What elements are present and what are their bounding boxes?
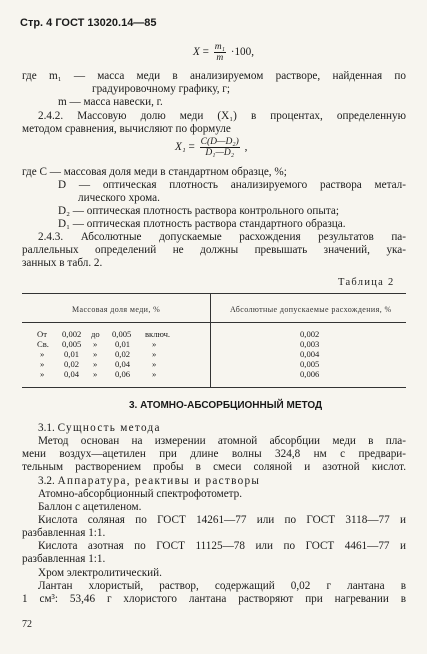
table-row-1-to: 0,005 [112,329,132,339]
table-row-5-pre: » [40,369,45,379]
formula-2-fraction [200,137,240,158]
where-2-line-3: лического хрома. [78,192,160,204]
table-row-4-value: 0,005 [300,359,320,369]
table-row-3-pre: » [40,349,45,359]
table-row-4-mid: » [93,359,98,369]
table-row-5-value: 0,006 [300,369,320,379]
table-row-2-mid: » [93,339,98,349]
subsection-3-1 [38,422,161,435]
item-chromium: Хром электролитический. [38,567,162,579]
table-row-3-from: 0,01 [64,349,80,359]
table-row-2-value: 0,003 [300,339,320,349]
table-row-5-post: » [152,369,157,379]
formula-1-fraction [214,42,226,63]
formula-2 [175,137,247,158]
formula-1-tail: ·100, [230,46,255,59]
table-col1-header: Массовая доля меди, % [72,305,161,314]
where-2-line-2: D — оптическая плотность анализируемого раствора метал- [58,179,406,191]
para-2-4-2-line-2: методом сравнения, вычисляют по формуле [22,123,231,135]
page-number: 72 [22,619,32,630]
s31-line-1: Метод основан на измерении атомной абсорбции меди в пла- [38,435,406,447]
formula-2-tail: , [244,141,248,154]
where-2-line-1: где C — массовая доля меди в стандартном образце, %; [22,166,287,178]
where-1-line-3: m — масса навески, г. [58,96,163,108]
table-row-5-from: 0,04 [64,369,80,379]
subsection-3-2 [38,475,260,488]
formula-1-denominator: m [216,53,224,63]
where-2-line-4: D₂ — оптическая плотность раствора контрольного опыта; [58,205,339,217]
para-2-4-2-line-1: 2.4.2. Массовую долю меди (X₁) в процентах, определенную [38,110,406,122]
subsection-3-1-number: 3.1. [38,422,55,434]
table-row-4-from: 0,02 [64,359,80,369]
table-row-4-to: 0,04 [115,359,131,369]
item-hno3-line-1: Кислота азотная по ГОСТ 11125—78 или по ГОСТ 4461—77 и [38,540,406,552]
para-2-4-3-line-2: раллельных определений не должны превышать значений, ука- [22,244,406,256]
table-row-3-to: 0,02 [115,349,131,359]
formula-1-lhs: X [193,46,200,59]
table-row-1-from: 0,002 [62,329,82,339]
table-row-1-mid: до [91,329,100,339]
s31-line-3: тельным растворением пробы в смеси соляной и азотной кислот. [22,461,406,473]
table-row-2-to: 0,01 [115,339,131,349]
table-row-2-from: 0,005 [62,339,82,349]
table-row-3-post: » [152,349,157,359]
formula-2-denominator: D₁—D₂ [205,148,235,158]
section-3-title: 3. АТОМНО-АБСОРБЦИОННЫЙ МЕТОД [129,400,323,411]
table-column-divider [210,293,211,387]
formula-2-eq: = [188,141,195,154]
item-lanthanum-line-2: 1 см³: 53,46 г хлористого лантана растворяют при нагревании в [22,593,406,605]
para-2-4-3-line-3: занных в табл. 2. [22,257,103,269]
where-2-line-5: D₁ — оптическая плотность раствора стандартного образца. [58,218,346,230]
s31-line-2: мени воздух—ацетилен при длине волны 324,8 нм с предвари- [22,448,406,460]
item-acetylene: Баллон с ацетиленом. [38,501,142,513]
item-hcl-line-1: Кислота соляная по ГОСТ 14261—77 или по ГОСТ 3118—77 и [38,514,406,526]
where-1-line-2: градуировочному графику, г; [92,83,231,95]
table-col2-header: Абсолютные допускаемые расхождения, % [230,305,392,314]
table-row-5-to: 0,06 [115,369,131,379]
table-row-3-value: 0,004 [300,349,320,359]
where-1-line-1: где m₁ — масса меди в анализируемом растворе, найденная по [22,70,406,82]
table-row-1-pre: От [37,329,47,339]
table-row-2-post: » [152,339,157,349]
item-lanthanum-line-1: Лантан хлористый, раствор, содержащий 0,02 г лантана в [38,580,406,592]
item-hno3-line-2: разбавленная 1:1. [22,553,106,565]
subsection-3-2-heading: Аппаратура, реактивы и растворы [57,475,261,487]
table-bottom-rule [22,387,406,388]
formula-1 [193,42,254,63]
table-row-1-value: 0,002 [300,329,320,339]
table-row-4-post: » [152,359,157,369]
para-2-4-3-line-1: 2.4.3. Абсолютные допускаемые расхождения результатов па- [38,231,406,243]
formula-1-numerator: m₁ [214,42,225,52]
formula-2-numerator: C(D—D₂) [200,137,239,147]
subsection-3-2-number: 3.2. [38,475,55,487]
subsection-3-1-heading: Сущность метода [57,422,161,434]
formula-2-lhs: X₁ [175,141,186,154]
table-row-4-pre: » [40,359,45,369]
table-row-5-mid: » [93,369,98,379]
table-row-1-post: включ. [145,329,171,339]
formula-1-eq: = [202,46,209,59]
item-spectrophotometer: Атомно-абсорбционный спектрофотометр. [38,488,243,500]
table-caption: Таблица 2 [338,277,395,288]
table-header-rule [22,322,406,323]
running-head: Стр. 4 ГОСТ 13020.14—85 [20,17,157,29]
item-hcl-line-2: разбавленная 1:1. [22,527,106,539]
table-row-3-mid: » [93,349,98,359]
table-row-2-pre: Св. [37,339,49,349]
table-top-rule [22,293,406,294]
